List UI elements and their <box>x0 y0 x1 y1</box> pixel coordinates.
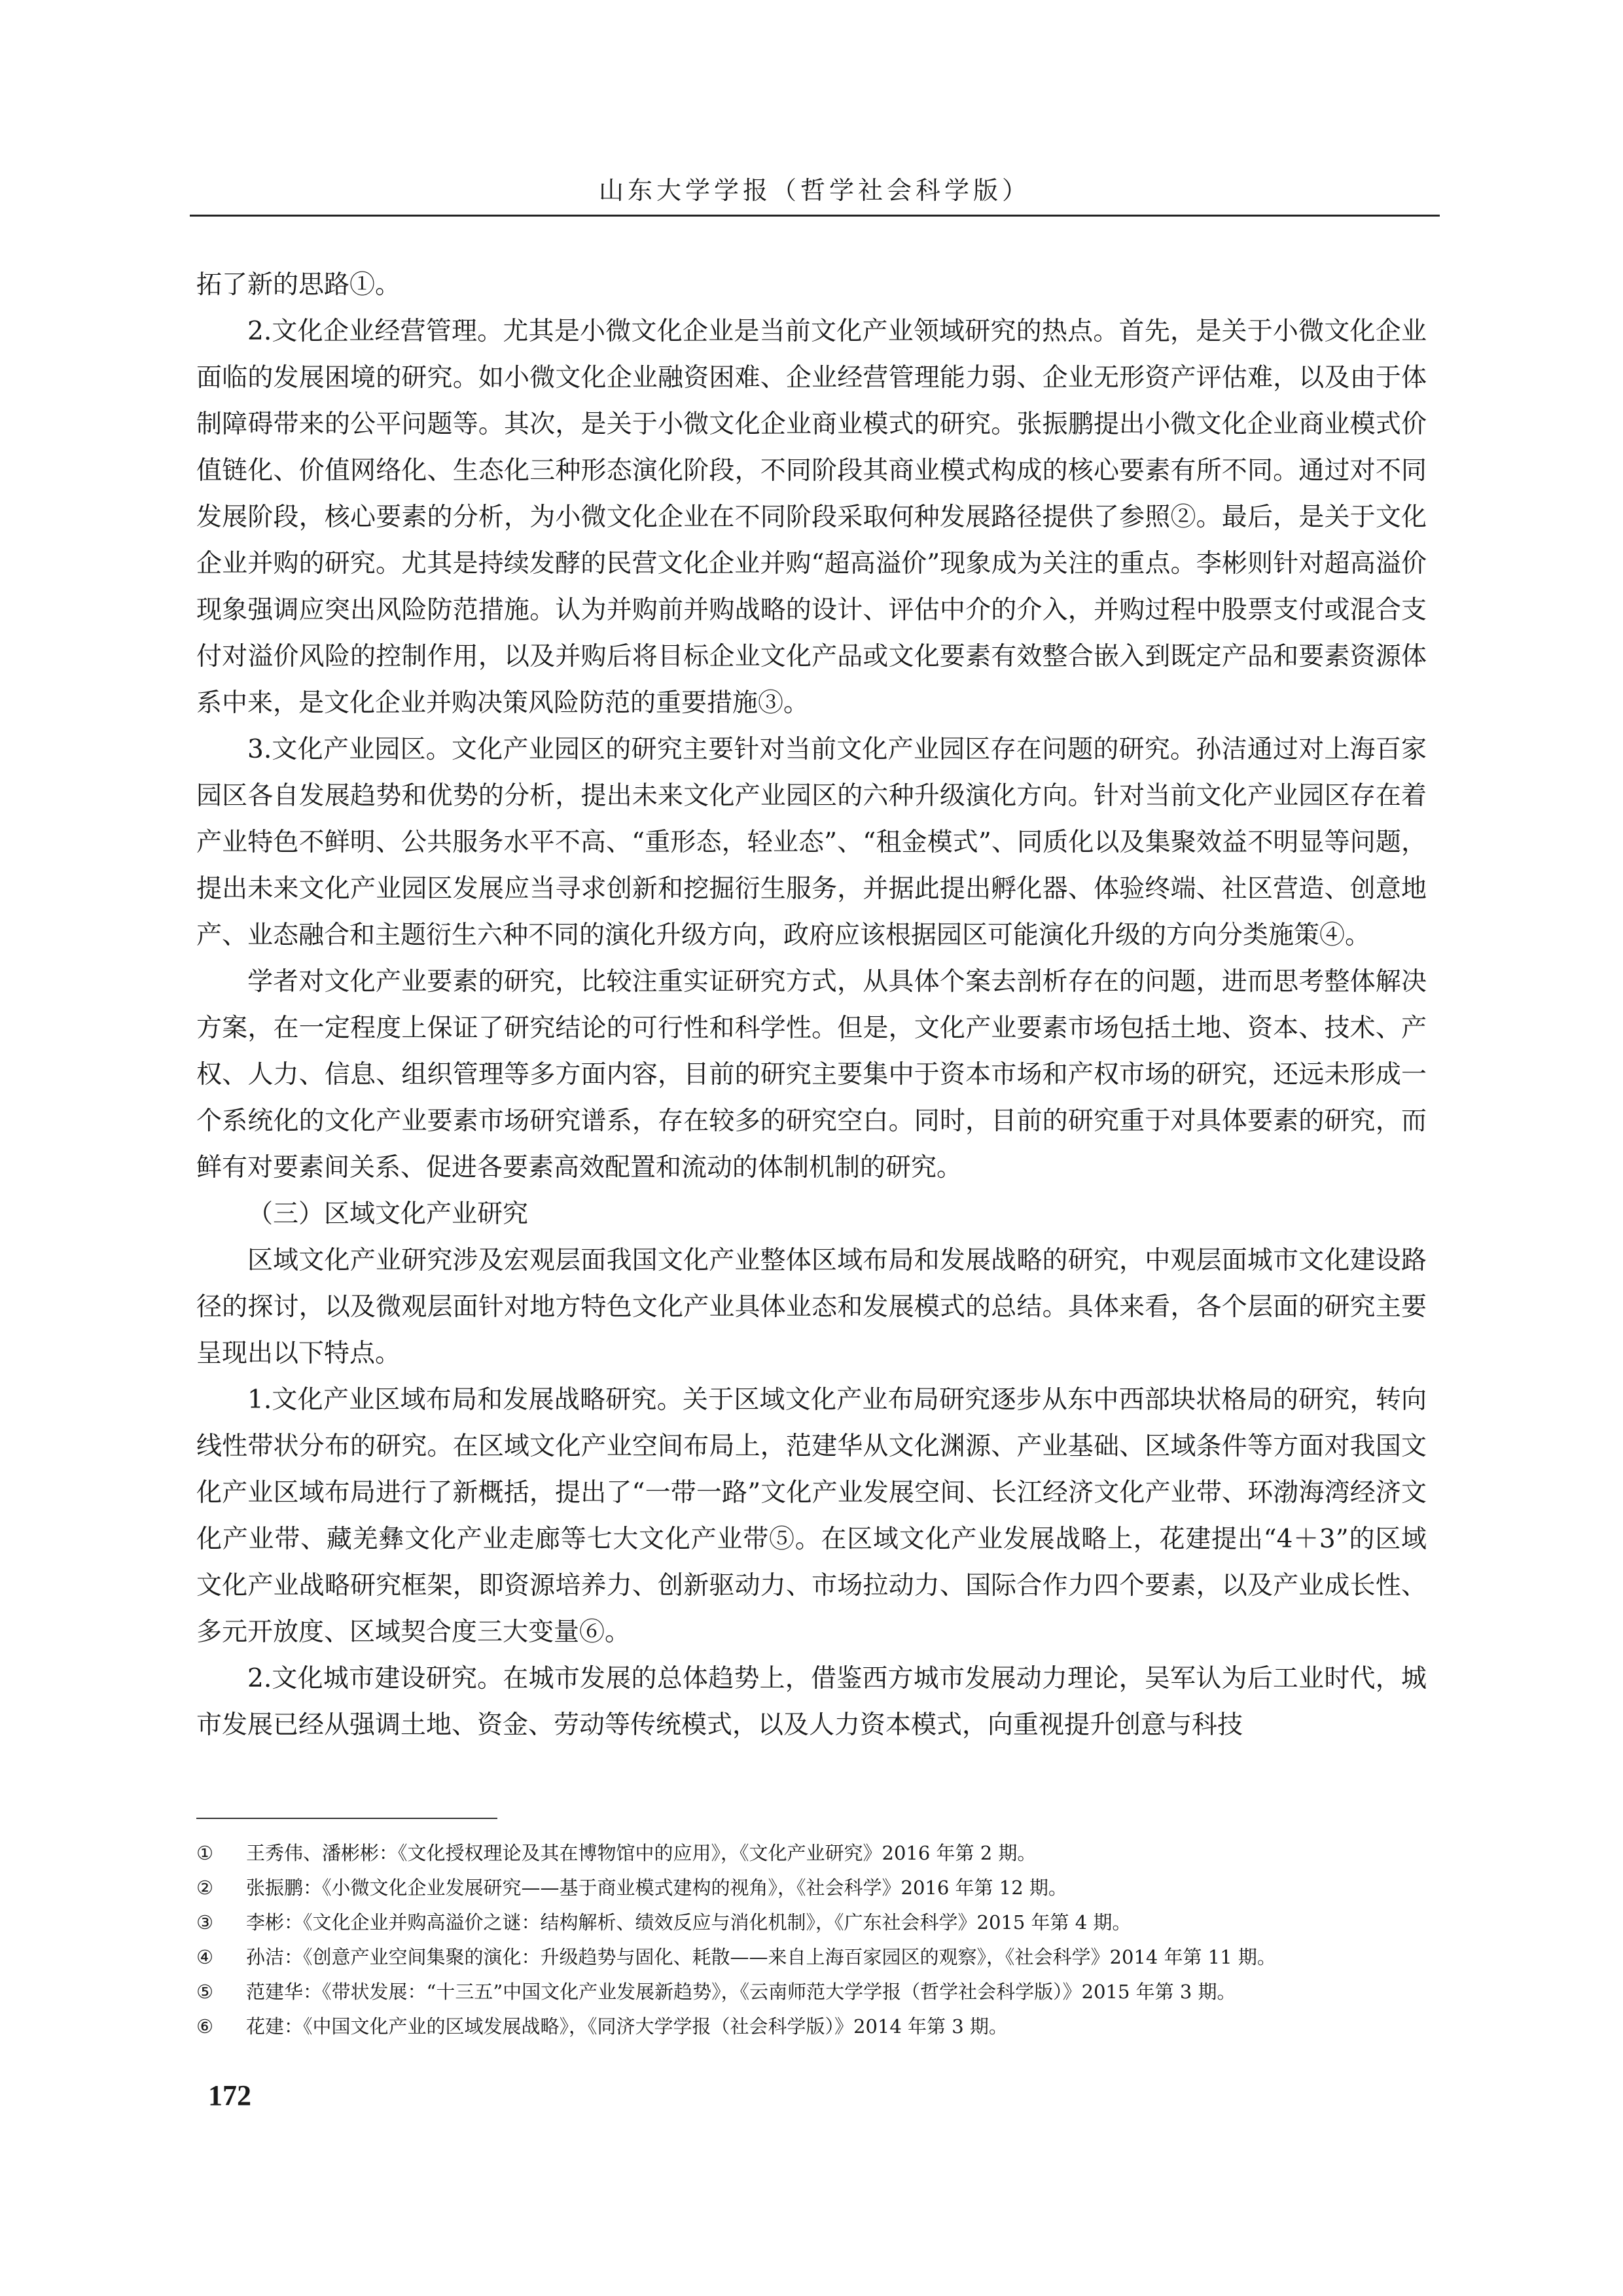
footnotes <box>196 1836 1427 2044</box>
footnote-item <box>196 2009 1427 2044</box>
footnote-mark: ① <box>196 1842 213 1864</box>
footnote-text: 花建：《中国文化产业的区域发展战略》，《同济大学学报（社会科学版）》2014 年第 3 期。 <box>246 2015 1008 2038</box>
footnote-item <box>196 1975 1427 2009</box>
paragraph-regional-overview: 区域文化产业研究涉及宏观层面我国文化产业整体区域布局和发展战略的研究，中观层面城市文化建设路径的探讨，以及微观层面针对地方特色文化产业具体业态和发展模式的总结。具体来看，各个层面的研究主要呈现出以下特点。 <box>196 1246 1427 1368</box>
page-number: 172 <box>208 2079 251 2111</box>
running-head-journal-title: 山东大学学报（哲学社会科学版） <box>598 176 1031 205</box>
footnote-text: 范建华：《带状发展：“十三五”中国文化产业发展新趋势》，《云南师范大学学报（哲学社会科学版）》2015 年第 3 期。 <box>246 1981 1236 2003</box>
footnote-mark: ④ <box>196 1946 213 1968</box>
footnote-item <box>196 1871 1427 1905</box>
paragraph-cultural-city-construction: 2.文化城市建设研究。在城市发展的总体趋势上，借鉴西方城市发展动力理论，吴军认为后工业时代，城市发展已经从强调土地、资金、劳动等传统模式，以及人力资本模式，向重视提升创意与科技 <box>196 1664 1427 1740</box>
footnote-text: 孙洁：《创意产业空间集聚的演化：升级趋势与固化、耗散——来自上海百家园区的观察》，《社会科学》2014 年第 11 期。 <box>246 1946 1276 1968</box>
paragraph-factor-research-summary: 学者对文化产业要素的研究，比较注重实证研究方式，从具体个案去剖析存在的问题，进而思考整体解决方案，在一定程度上保证了研究结论的可行性和科学性。但是，文化产业要素市场包括土地、资本、技术、产权、人力、信息、组织管理等多方面内容，目前的研究主要集中于资本市场和产权市场的研究，还远未形成一个系统化的文化产业要素市场研究谱系，存在较多的研究空白。同时，目前的研究重于对具体要素的研究，而鲜有对要素间关系、促进各要素高效配置和流动的体制机制的研究。 <box>196 967 1427 1182</box>
footnote-rule <box>196 1818 497 1819</box>
footnote-text: 王秀伟、潘彬彬：《文化授权理论及其在博物馆中的应用》，《文化产业研究》2016 年第 2 期。 <box>246 1842 1037 1864</box>
footnote-item <box>196 1940 1427 1975</box>
footnote-mark: ⑤ <box>196 1981 213 2003</box>
paragraph-continuation: 拓了新的思路①。 <box>196 270 401 300</box>
footnote-text: 李彬：《文化企业并购高溢价之谜：结构解析、绩效反应与消化机制》，《广东社会科学》2015 年第 4 期。 <box>246 1911 1132 1934</box>
paragraph-regional-layout-strategy: 1.文化产业区域布局和发展战略研究。关于区域文化产业布局研究逐步从东中西部块状格局的研究，转向线性带状分布的研究。在区域文化产业空间布局上，范建华从文化渊源、产业基础、区域条件等方面对我国文化产业区域布局进行了新概括，提出了“一带一路”文化产业发展空间、长江经济文化产业带、环渤海湾经济文化产业带、藏羌彝文化产业走廊等七大文化产业带⑤。在区域文化产业发展战略上，花建提出“4＋3”的区域文化产业战略研究框架，即资源培养力、创新驱动力、市场拉动力、国际合作力四个要素，以及产业成长性、多元开放度、区域契合度三大变量⑥。 <box>196 1385 1427 1647</box>
footnote-text: 张振鹏：《小微文化企业发展研究——基于商业模式建构的视角》，《社会科学》2016 年第 12 期。 <box>246 1877 1067 1899</box>
footnote-item <box>196 1905 1427 1940</box>
footnote-mark: ⑥ <box>196 2015 213 2038</box>
footnote-mark: ③ <box>196 1911 213 1934</box>
paragraph-culture-enterprise-management: 2.文化企业经营管理。尤其是小微文化企业是当前文化产业领域研究的热点。首先，是关于小微文化企业面临的发展困境的研究。如小微文化企业融资困难、企业经营管理能力弱、企业无形资产评估难，以及由于体制障碍带来的公平问题等。其次，是关于小微文化企业商业模式的研究。张振鹏提出小微文化企业商业模式价值链化、价值网络化、生态化三种形态演化阶段，不同阶段其商业模式构成的核心要素有所不同。通过对不同发展阶段，核心要素的分析，为小微文化企业在不同阶段采取何种发展路径提供了参照②。最后，是关于文化企业并购的研究。尤其是持续发酵的民营文化企业并购“超高溢价”现象成为关注的重点。李彬则针对超高溢价现象强调应突出风险防范措施。认为并购前并购战略的设计、评估中介的介入，并购过程中股票支付或混合支付对溢价风险的控制作用，以及并购后将目标企业文化产品或文化要素有效整合嵌入到既定产品和要素资源体系中来，是文化企业并购决策风险防范的重要措施③。 <box>196 317 1427 718</box>
footnote-item <box>196 1836 1427 1871</box>
paragraph-cultural-industry-parks: 3.文化产业园区。文化产业园区的研究主要针对当前文化产业园区存在问题的研究。孙洁通过对上海百家园区各自发展趋势和优势的分析，提出未来文化产业园区的六种升级演化方向。针对当前文化产业园区存在着产业特色不鲜明、公共服务水平不高、“重形态，轻业态”、“租金模式”、同质化以及集聚效益不明显等问题，提出未来文化产业园区发展应当寻求创新和挖掘衍生服务，并据此提出孵化器、体验终端、社区营造、创意地产、业态融合和主题衍生六种不同的演化升级方向，政府应该根据园区可能演化升级的方向分类施策④。 <box>196 735 1427 950</box>
article-body <box>196 262 1427 1748</box>
section-heading-regional-research: （三）区域文化产业研究 <box>247 1199 529 1229</box>
header-rule <box>190 215 1440 217</box>
footnote-mark: ② <box>196 1877 213 1899</box>
